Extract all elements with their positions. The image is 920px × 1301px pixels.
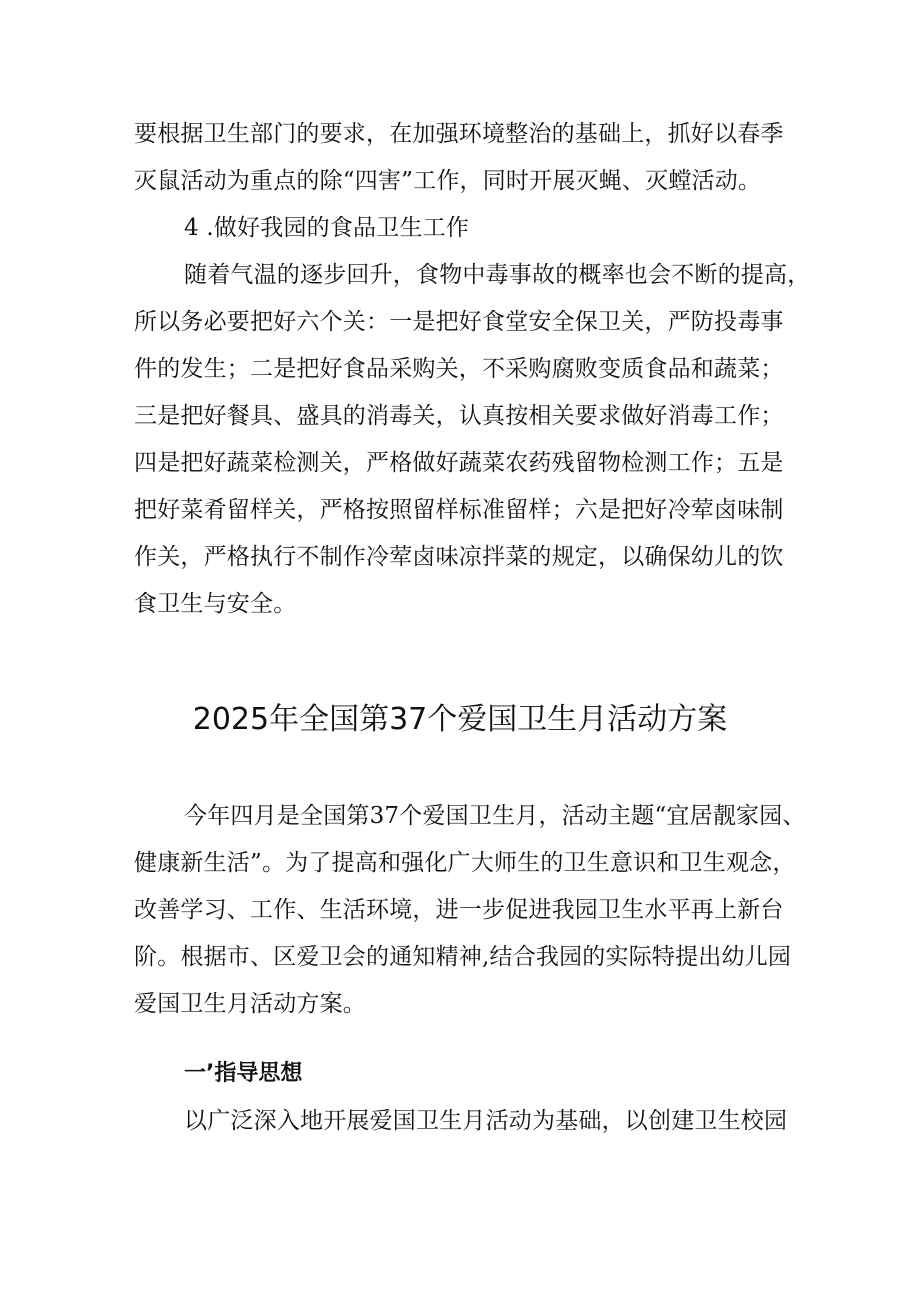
paragraph-line: 三是把好餐具、盛具的消毒关，认真按相关要求做好消毒工作； — [134, 403, 784, 429]
paragraph-line: 把好菜肴留样关，严格按照留样标准留样；六是把好冷荤卤味制 — [134, 497, 784, 523]
paragraph-line: 随着气温的逐步回升，食物中毒事故的概率也会不断的提高， — [184, 262, 811, 288]
paragraph-line: 件的发生；二是把好食品采购关，不采购腐败变质食品和蔬菜； — [134, 356, 784, 382]
paragraph-line: 所以务必要把好六个关：一是把好食堂安全保卫关，严防投毒事 — [134, 309, 784, 335]
section-heading: 一’指导思想 — [184, 1061, 303, 1086]
paragraph-line: 健康新生活”。为了提高和强化广大师生的卫生意识和卫生观念， — [134, 850, 796, 876]
paragraph-line: 以广泛深入地开展爱国卫生月活动为基础，以创建卫生校园 — [184, 1108, 788, 1134]
subsection-heading: 4 .做好我园的食品卫生工作 — [184, 215, 470, 241]
paragraph-line: 爱国卫生月活动方案。 — [134, 991, 366, 1017]
paragraph-line: 改善学习、工作、生活环境，进一步促进我园卫生水平再上新台 — [134, 897, 784, 923]
paragraph-line: 作关，严格执行不制作冷荤卤味凉拌菜的规定，以确保幼儿的饮 — [134, 544, 784, 570]
paragraph-line: 要根据卫生部门的要求，在加强环境整治的基础上，抓好以春季 — [134, 121, 784, 147]
paragraph-line: 食卫生与安全。 — [134, 591, 297, 617]
paragraph-line: 阶。根据市、区爱卫会的通知精神,结合我园的实际特提出幼儿园 — [134, 944, 792, 970]
paragraph-line: 灭鼠活动为重点的除“四害”工作，同时开展灭蝇、灭螳活动。 — [134, 168, 762, 194]
document-title: 2025年全国第37个爱国卫生月活动方案 — [192, 702, 728, 737]
paragraph-line: 今年四月是全国第37个爱国卫生月，活动主题“宜居靓家园、 — [184, 803, 806, 829]
paragraph-line: 四是把好蔬菜检测关，严格做好蔬菜农药残留物检测工作；五是 — [134, 450, 784, 476]
